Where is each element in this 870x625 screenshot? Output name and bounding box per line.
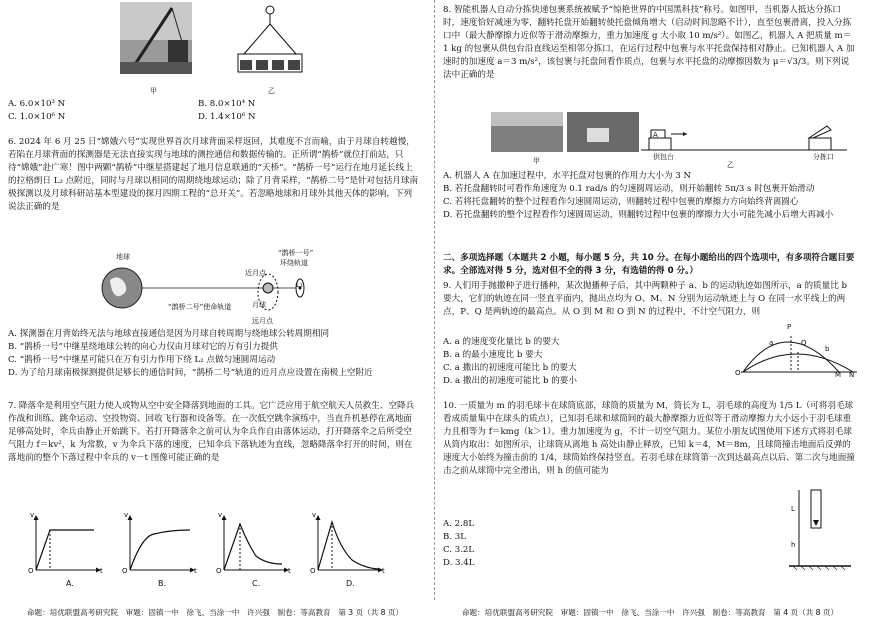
fig-label-jia: 甲 [533, 157, 540, 165]
option-d: D. 1.4×10⁶ N [198, 112, 256, 123]
length-l: L [791, 505, 795, 513]
option-d: D. 为了给月球南极探测提供足够长的通信时间，“鹊桥二号”轨道的近月点应设置在南极上空附近 [8, 368, 373, 379]
hook-diagram [238, 6, 302, 72]
q10-options [443, 518, 743, 570]
far-point-label: 远月点 [252, 317, 273, 325]
option-d: D. a 撒出的初速度可能比 b 的要小 [443, 376, 577, 387]
graph-b [130, 516, 194, 570]
q9-options [443, 336, 743, 388]
outlet [809, 138, 831, 150]
option-a: A. a 的速度变化量比 b 的要大 [443, 337, 560, 347]
option-c: C. “鹊桥一号”中继星可能只在万有引力作用下绕 L₂ 点做匀速圆周运动 [8, 355, 276, 366]
option-b: B. 8.0×10⁴ N [198, 99, 256, 109]
option-a: A. 探测器在月背始终无法与地球直接通信是因为月球自转周期与绕地球公转周期相同 [8, 329, 330, 339]
fig-label-yi: 乙 [727, 161, 734, 169]
earth-label: 地球 [116, 253, 130, 261]
graph-c [224, 516, 288, 570]
q8-options [443, 170, 855, 222]
question-6-stem: 6. 2024 年 6 月 25 日“嫦娥六号”实现世界首次月球背面采样返回，其难度不言而喻，由于月球自转越慢，若陷在月球背面的探测器是无法直接实现与地球的测控通信和数据传输的。正所谓“鹊桥”就位打前站，只待“嫦娥”赴广寒！图中两颗“鹊桥”中继星搭建起了地月信息联通的“天桥”。“鹊桥一号”运行在地月延长线上的拉格朗日 L₂ 点附近，同时与月球以相同的周期绕地球运动；除了月背采样，“鹊桥二号”是针对包括月球南极探测以及月球科研站基本型建设的探月四期工程的“总开关”。若忽略地球和月球外其他天体的影响，下列说法正确的是 [8, 137, 419, 213]
option-b: B. 3L [443, 532, 466, 543]
q9-figure [735, 318, 860, 380]
page-footer: 命题：培优联盟高考研究院 审题：固镇一中 徐飞、当涂一中 许兴强 制卷：等高教育 第 3 页（共 8 页） [26, 608, 404, 618]
graph-a [36, 516, 100, 570]
halo-label: 环绕轨道 [280, 259, 308, 267]
axis-t-d: t [382, 567, 385, 575]
right-page [435, 0, 865, 625]
graph-d [318, 516, 382, 570]
option-a: A. 机器人 A 在加速过程中，水平托盘对包裹的作用力大小为 3 N [443, 171, 692, 181]
question-10-stem: 10. 一质量为 m 的羽毛球卡在球筒底部，球筒的质量为 M，筒长为 L，羽毛球的高度为 1/5 L（可将羽毛球看成质量集中在球头的质点），已知羽毛球和球筒间的最大静摩擦力近似等于滑动摩擦力大小远小于羽毛球重力且相等为 f＝kmg（k＞1）。重力加速度为 g，不计一切空气阻力。某位小朋友试图使用下述方式将羽毛球从筒内取出：如图所示，让球筒从离地 h 高处由静止释放，已知 k＝4，M＝8m，且球筒撞击地面后反弹的速度大小始终为撞击前的 1/4，球筒始终保持竖直。若羽毛球在球筒第一次到达最高点以后、第二次与地面撞击之前从球筒中完全滑出，则 h 的值可能为 [443, 401, 855, 477]
option-d: D. 若托盘翻转的整个过程看作匀速圆周运动，则翻转过程中包裹的摩擦力大小可能先减小后增大再减小 [443, 210, 834, 221]
question-8-stem: 8. 智能机器人自动分拣快递包裹系统被赋予“惊艳世界的中国黑科技”称号。如图甲，当机器人抵达分拣口时，速度恰好减速为零，翻转托盘开始翻转使托盘倾角增大（启动时间忽略不计），直至包裹滑离，投入分拣口中（最大静摩擦力近似等于滑动摩擦力，重力加速度 g 大小取 10 m/s²）。如图乙，机器人 A 把质量 m＝1 kg 的包裹从供包台沿直线运至相邻分拣口，在运行过程中包裹与水平托盘保持相对静止。已知机器人 A 加速时的加速度 a＝3 m/s²，该包裹与托盘间看作质点，包裹与水平托盘的动摩擦因数为 μ＝√3/3。则下列说法中正确的是 [443, 5, 855, 81]
option-c: C. 若将托盘翻转的整个过程看作匀速圆周运动，则翻转过程中包裹的摩擦力方向始终背离圆心 [443, 197, 799, 208]
q6-options [8, 328, 420, 380]
option-d: D. 3.4L [443, 558, 475, 569]
page-footer: 命题：培优联盟高考研究院 审题：固镇一中 徐飞、当涂一中 许兴强 制卷：等高教育 第 4 页（共 8 页） [461, 608, 839, 618]
axis-t-a: t [100, 567, 103, 575]
moon-label: 月球 [252, 301, 266, 309]
height-h: h [791, 541, 796, 549]
relay1-label: “鹊桥一号” [278, 249, 314, 257]
option-b: B. 若托盘翻转时可看作角速度为 0.1 rad/s 的匀速圆周运动，则开始翻转 5π/3 s 时包裹开始滑动 [443, 184, 815, 195]
fig-label-yi: 乙 [268, 87, 275, 95]
axis-t-c: t [288, 567, 291, 575]
axis-v-c: v [218, 511, 223, 519]
relay2-label: “鹊桥二号”使命轨道 [168, 303, 232, 311]
axis-v-d: v [312, 511, 317, 519]
option-a: A. 2.8L [443, 519, 475, 529]
outlet-label: 分拣口 [813, 153, 834, 161]
point-q: Q [801, 339, 807, 347]
label-c: C. [252, 579, 261, 588]
label-b: B. [158, 579, 167, 588]
origin-b: O [122, 567, 128, 575]
moon-icon [263, 283, 273, 293]
section-2-heading: 二、多项选择题（本题共 2 小题，每小题 5 分，共 10 分。在每小题给出的四个选项中，有多项符合题目要求。全部选对得 5 分，选对但不全的得 3 分，有选错的得 0 分。） [443, 253, 855, 277]
question-7-stem: 7. 降落伞是利用空气阻力使人或物从空中安全降落到地面的工具。它广泛应用于航空航天人员救生、空降兵作战和训练、跳伞运动、空投物资、回收飞行器和设备等。在一次低空跳伞演练中，当直升机悬停在离地面足够高处时，伞兵由静止开始跳下。若打开降落伞之前可认为伞兵作自由落体运动，打开降落伞之后所受空气阻力 f＝kv²，k 为常数，v 为伞兵下落的速度，已知伞兵下落轨迹为直线，忽略降落伞打开的时间，则在落地前的整个下落过程中伞兵的 v－t 图像可能正确的是 [8, 401, 415, 464]
q8-figure [491, 112, 851, 156]
question-9-stem: 9. 人们用手抛撒种子进行播种，某次抛播种子后，其中两颗种子 a、b 的运动轨迹如图所示，a 的质量比 b 要大，它们的轨迹在同一竖直平面内，抛出点均为 O、M、N 分别为运动轨迹上与 O 在同一水平线上的两点，P、Q 是两轨迹的最高点。从 O 到 M 和 O 到 N 的过程中，不计空气阻力，则 [443, 281, 848, 318]
axis-t-b: t [194, 567, 197, 575]
point-p: P [787, 323, 792, 331]
point-m: M [835, 371, 842, 379]
q5-options [8, 98, 420, 124]
option-b: B. “鹊桥一号”中继星绕地球公转的向心力仅由月球对它的万有引力提供 [8, 342, 278, 353]
option-c: C. 1.0×10⁶ N [8, 112, 66, 123]
label-a: A. [66, 579, 74, 588]
near-point-label: 近月点 [245, 269, 266, 277]
robot-label: A [653, 131, 658, 139]
fig-label-jia: 甲 [150, 87, 157, 95]
l2-label: L₂ [296, 281, 303, 289]
point-o: O [735, 369, 741, 377]
origin-a: O [28, 567, 34, 575]
point-n: N [849, 371, 855, 379]
option-a: A. 6.0×10³ N [8, 99, 66, 109]
label-b-curve: b [825, 345, 830, 353]
origin-c: O [216, 567, 222, 575]
option-b: B. a 的最小速度比 b 要大 [443, 350, 543, 361]
axis-v-a: v [30, 511, 35, 519]
axis-v-b: v [124, 511, 129, 519]
feed-label: 供包台 [653, 153, 674, 161]
left-page [0, 0, 430, 625]
label-d: D. [346, 579, 355, 588]
option-c: C. a 撒出的初速度可能比 b 的要大 [443, 363, 577, 374]
q10-figure [785, 486, 855, 570]
q5-figure [120, 2, 320, 82]
option-c: C. 3.2L [443, 545, 475, 556]
origin-d: O [310, 567, 316, 575]
label-a-curve: a [769, 339, 774, 347]
